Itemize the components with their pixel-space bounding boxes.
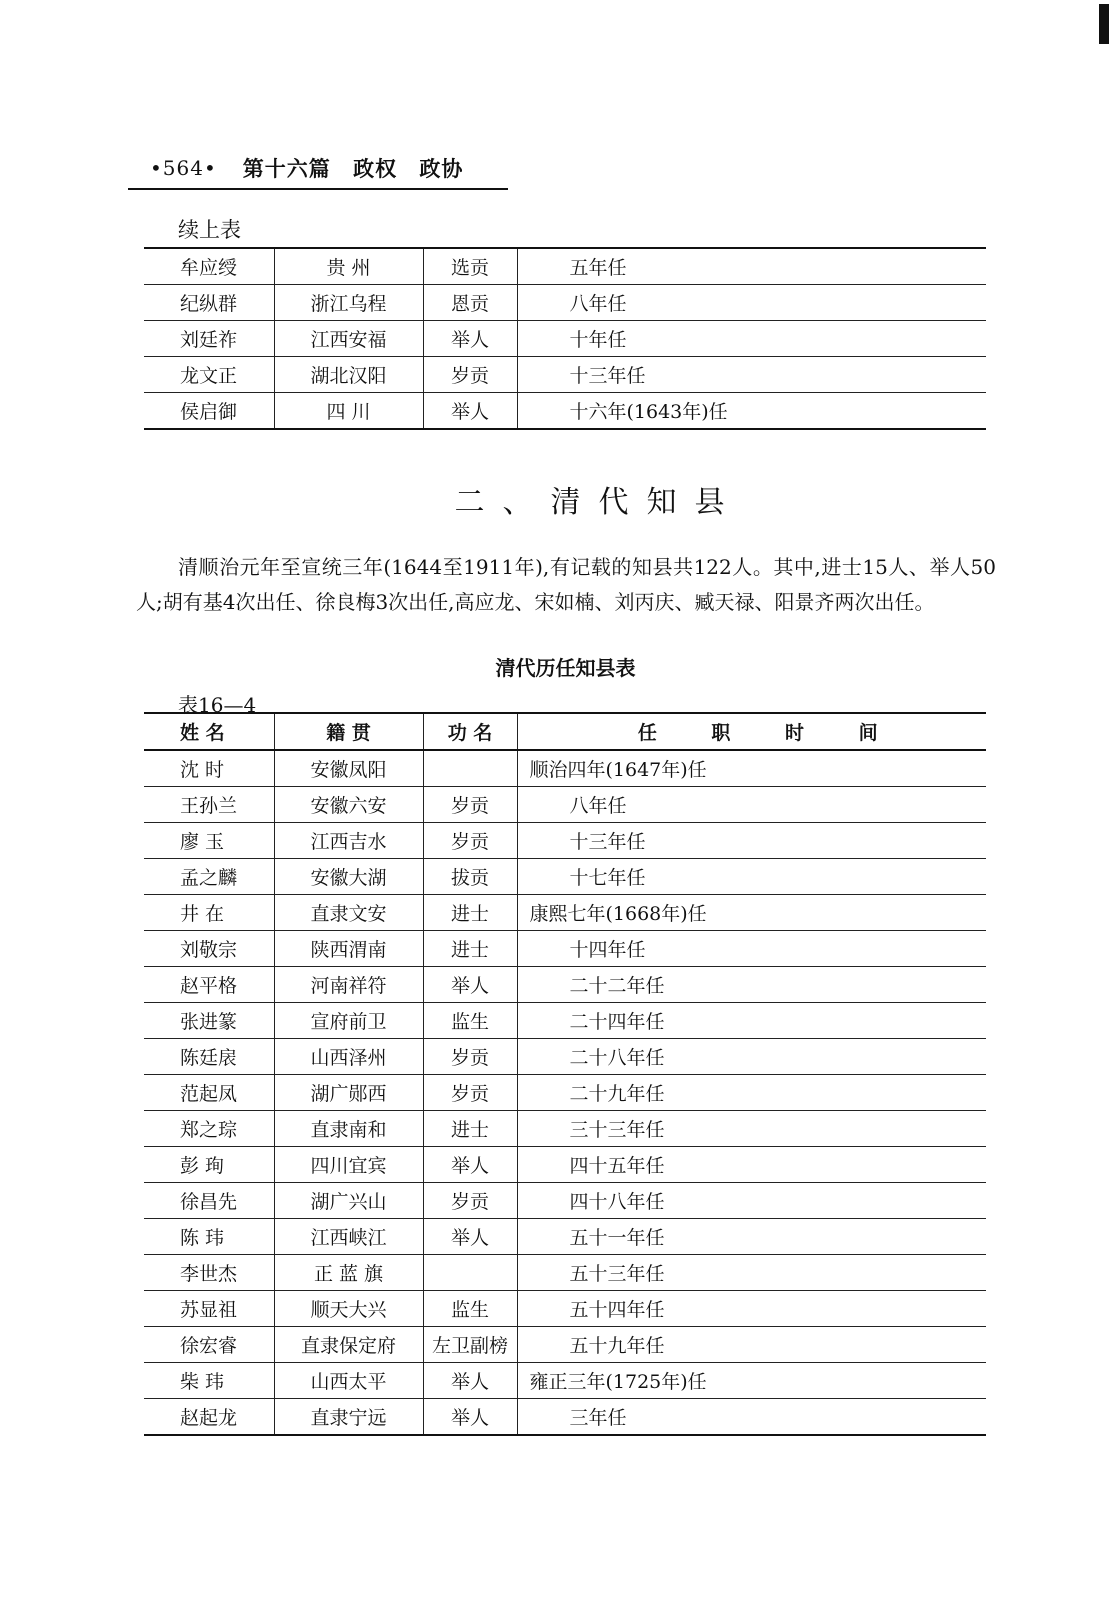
table-row <box>144 1183 986 1219</box>
term-text: 十年任 <box>569 329 627 351</box>
cell-term <box>517 859 986 895</box>
cell-degree: 岁贡 <box>423 1075 517 1111</box>
term-text: 四十八年任 <box>569 1191 665 1213</box>
cell-term <box>517 1183 986 1219</box>
cell-origin: 直隶保定府 <box>274 1327 423 1363</box>
scan-edge-mark <box>1099 4 1109 44</box>
cell-origin: 湖广郧西 <box>274 1075 423 1111</box>
cell-term <box>517 248 986 285</box>
term-text: 十六年(1643年)任 <box>569 401 728 423</box>
cell-term <box>517 285 986 321</box>
cell-term <box>517 1147 986 1183</box>
cell-term <box>517 1399 986 1436</box>
cell-origin: 山西太平 <box>274 1363 423 1399</box>
term-text: 十三年任 <box>569 831 646 853</box>
table-row <box>144 1111 986 1147</box>
term-text: 康熙七年(1668年)任 <box>529 903 707 925</box>
cell-term <box>517 931 986 967</box>
cell-origin: 四川宜宾 <box>274 1147 423 1183</box>
cell-name: 刘廷祚 <box>144 321 274 357</box>
cell-degree: 举人 <box>423 1219 517 1255</box>
term-text: 二十四年任 <box>569 1011 665 1033</box>
cell-name: 沈 时 <box>144 750 274 787</box>
cell-degree: 举人 <box>423 1363 517 1399</box>
table-row <box>144 1399 986 1436</box>
term-text: 顺治四年(1647年)任 <box>529 759 707 781</box>
cell-origin: 贵 州 <box>274 248 423 285</box>
cell-term <box>517 967 986 1003</box>
table-row <box>144 931 986 967</box>
cell-origin: 江西安福 <box>274 321 423 357</box>
table-row <box>144 1075 986 1111</box>
cell-term <box>517 393 986 430</box>
cell-origin: 顺天大兴 <box>274 1291 423 1327</box>
cell-name: 陈廷扆 <box>144 1039 274 1075</box>
section-paragraph: 清顺治元年至宣统三年(1644至1911年),有记载的知县共122人。其中,进士15人、举人50人;胡有基4次出任、徐良梅3次出任,高应龙、宋如楠、刘丙庆、臧天禄、阳景齐两次出任。 <box>136 555 996 614</box>
page-header <box>128 148 508 190</box>
table-row <box>144 1219 986 1255</box>
cell-degree: 左卫副榜 <box>423 1327 517 1363</box>
term-text: 三十三年任 <box>569 1119 665 1141</box>
cell-term <box>517 1255 986 1291</box>
cell-name: 赵平格 <box>144 967 274 1003</box>
term-text: 八年任 <box>569 293 627 315</box>
table-row <box>144 1327 986 1363</box>
continued-table-label: 续上表 <box>178 218 241 242</box>
cell-term <box>517 823 986 859</box>
table-header-row <box>144 713 986 750</box>
cell-origin: 直隶宁远 <box>274 1399 423 1436</box>
cell-term <box>517 1111 986 1147</box>
table-row <box>144 1039 986 1075</box>
table-number: 表16—4 <box>178 693 257 717</box>
cell-degree: 选贡 <box>423 248 517 285</box>
cell-degree: 举人 <box>423 967 517 1003</box>
cell-origin: 安徽六安 <box>274 787 423 823</box>
term-text: 十四年任 <box>569 939 646 961</box>
cell-origin: 安徽大湖 <box>274 859 423 895</box>
page-number: •564• <box>150 156 217 180</box>
term-text: 三年任 <box>569 1407 627 1429</box>
table-row <box>144 393 986 430</box>
table-row <box>144 321 986 357</box>
cell-name: 纪纵群 <box>144 285 274 321</box>
term-text: 四十五年任 <box>569 1155 665 1177</box>
cell-term <box>517 1291 986 1327</box>
cell-name: 范起凤 <box>144 1075 274 1111</box>
table-row <box>144 787 986 823</box>
cell-term <box>517 787 986 823</box>
cell-term <box>517 1327 986 1363</box>
cell-origin: 陕西渭南 <box>274 931 423 967</box>
table-row <box>144 1147 986 1183</box>
cell-origin: 宣府前卫 <box>274 1003 423 1039</box>
cell-origin: 浙江乌程 <box>274 285 423 321</box>
cell-origin: 山西泽州 <box>274 1039 423 1075</box>
cell-term <box>517 357 986 393</box>
continued-table <box>144 247 986 430</box>
cell-origin: 湖广兴山 <box>274 1183 423 1219</box>
cell-origin: 江西峡江 <box>274 1219 423 1255</box>
term-text: 二十二年任 <box>569 975 665 997</box>
term-text: 五十一年任 <box>569 1227 665 1249</box>
cell-name: 井 在 <box>144 895 274 931</box>
header-term: 任 职 时 间 <box>517 713 986 750</box>
table-row <box>144 1291 986 1327</box>
cell-origin: 湖北汉阳 <box>274 357 423 393</box>
cell-term <box>517 1003 986 1039</box>
table-row <box>144 285 986 321</box>
term-text: 二十八年任 <box>569 1047 665 1069</box>
header-origin: 籍 贯 <box>274 713 423 750</box>
term-text: 十七年任 <box>569 867 646 889</box>
term-text: 八年任 <box>569 795 627 817</box>
cell-degree: 岁贡 <box>423 357 517 393</box>
cell-degree: 拔贡 <box>423 859 517 895</box>
table-row <box>144 1003 986 1039</box>
cell-origin: 江西吉水 <box>274 823 423 859</box>
table-row <box>144 248 986 285</box>
cell-name: 赵起龙 <box>144 1399 274 1436</box>
cell-name: 柴 玮 <box>144 1363 274 1399</box>
chapter-title: 第十六篇 政权 政协 <box>242 157 464 181</box>
cell-name: 徐宏睿 <box>144 1327 274 1363</box>
table-row <box>144 967 986 1003</box>
cell-origin: 直隶南和 <box>274 1111 423 1147</box>
header-name: 姓 名 <box>144 713 274 750</box>
table-row <box>144 823 986 859</box>
cell-term <box>517 750 986 787</box>
cell-degree <box>423 1255 517 1291</box>
cell-degree: 举人 <box>423 321 517 357</box>
cell-term <box>517 1039 986 1075</box>
cell-degree: 进士 <box>423 1111 517 1147</box>
cell-name: 侯启御 <box>144 393 274 430</box>
cell-degree: 进士 <box>423 931 517 967</box>
cell-name: 王孙兰 <box>144 787 274 823</box>
term-text: 十三年任 <box>569 365 646 387</box>
table-row <box>144 750 986 787</box>
cell-term <box>517 1363 986 1399</box>
cell-degree: 岁贡 <box>423 1183 517 1219</box>
table-caption: 清代历任知县表 <box>495 656 636 680</box>
cell-degree: 岁贡 <box>423 823 517 859</box>
cell-degree: 监生 <box>423 1003 517 1039</box>
cell-name: 牟应绶 <box>144 248 274 285</box>
cell-origin: 正 蓝 旗 <box>274 1255 423 1291</box>
cell-degree: 岁贡 <box>423 787 517 823</box>
term-text: 雍正三年(1725年)任 <box>529 1371 707 1393</box>
cell-degree: 举人 <box>423 1399 517 1436</box>
cell-origin: 河南祥符 <box>274 967 423 1003</box>
cell-degree: 恩贡 <box>423 285 517 321</box>
cell-name: 郑之琮 <box>144 1111 274 1147</box>
cell-name: 徐昌先 <box>144 1183 274 1219</box>
cell-name: 李世杰 <box>144 1255 274 1291</box>
cell-degree: 岁贡 <box>423 1039 517 1075</box>
table-row <box>144 895 986 931</box>
cell-term <box>517 321 986 357</box>
cell-name: 刘敬宗 <box>144 931 274 967</box>
magistrate-table <box>144 712 986 1436</box>
term-text: 五十四年任 <box>569 1299 665 1321</box>
cell-name: 廖 玉 <box>144 823 274 859</box>
cell-degree: 举人 <box>423 1147 517 1183</box>
section-title: 二、清代知县 <box>454 485 743 520</box>
table-row <box>144 1363 986 1399</box>
cell-name: 张进篆 <box>144 1003 274 1039</box>
cell-term <box>517 1219 986 1255</box>
cell-name: 孟之麟 <box>144 859 274 895</box>
term-text: 五十三年任 <box>569 1263 665 1285</box>
term-text: 二十九年任 <box>569 1083 665 1105</box>
cell-name: 龙文正 <box>144 357 274 393</box>
cell-origin: 直隶文安 <box>274 895 423 931</box>
cell-name: 陈 玮 <box>144 1219 274 1255</box>
table-row <box>144 357 986 393</box>
cell-degree: 监生 <box>423 1291 517 1327</box>
cell-term <box>517 1075 986 1111</box>
cell-origin: 四 川 <box>274 393 423 430</box>
cell-degree <box>423 750 517 787</box>
term-text: 五十九年任 <box>569 1335 665 1357</box>
cell-origin: 安徽凤阳 <box>274 750 423 787</box>
cell-term <box>517 895 986 931</box>
header-degree: 功 名 <box>423 713 517 750</box>
cell-degree: 进士 <box>423 895 517 931</box>
table-row <box>144 859 986 895</box>
term-text: 五年任 <box>569 257 627 279</box>
cell-degree: 举人 <box>423 393 517 430</box>
cell-name: 彭 珣 <box>144 1147 274 1183</box>
cell-name: 苏显祖 <box>144 1291 274 1327</box>
table-row <box>144 1255 986 1291</box>
